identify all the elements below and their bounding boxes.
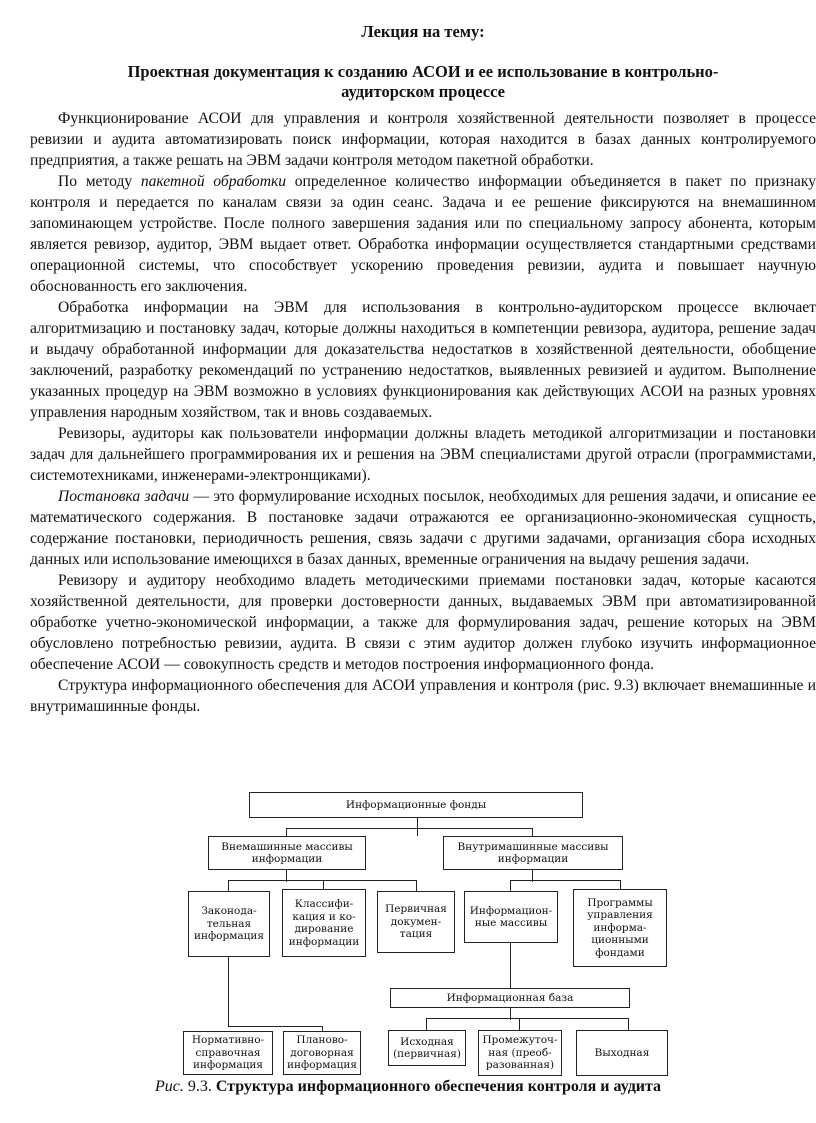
diagram-node-legislative: Законода-тельная информация (188, 891, 270, 957)
diagram-node-programs: Программы управления информа-ционными фондами (573, 889, 667, 967)
diagram-node-classification: Классифи-кация и ко-дирование информации (282, 889, 366, 957)
paragraph-2-start: По методу (58, 173, 141, 190)
document-body (30, 22, 816, 717)
lecture-title: Лекция на тему: (361, 22, 485, 41)
paragraph-5-rest: — это формулирование исходных посылок, необходимых для решения задачи, и описание ее математического содержания. В постановке задачи отражаются ее организационно-экономическая сущность, содержание постановки, периодичность решения, связь задачи с другими задачами, организация сбора исходных данных или использование имеющихся в базах данных, временные ограничения на выдачу решения задачи. (30, 488, 816, 568)
diagram-node-plan-contract: Планово-договорная информация (283, 1031, 361, 1075)
caption-prefix: Рис. (154, 1078, 184, 1095)
heading-line-2: аудиторском процессе (341, 82, 505, 101)
paragraph-2-rest: определенное количество информации объединяется в пакет по признаку контроля и передается по каналам связи за один сеанс. Задача и ее решение фиксируются на внемашинном запоминающем устройстве. После полного завершения задания или по специальному запросу абонента, которым является ревизор, аудитор, ЭВМ выдает ответ. Обработка информации осуществляется стандартными средствами операционной системы, что способствует ускорению проведения ревизии, аудита и повышает научную обоснованность его заключения. (30, 173, 816, 295)
diagram-node-normative: Нормативно-справочная информация (183, 1031, 273, 1075)
diagram-node-info-arrays: Информацион-ные массивы (464, 891, 558, 943)
paragraph-1: Функционирование АСОИ для управления и контроля хозяйственной деятельности позволяет в процессе ревизии и аудита автоматизировать поиск информации, которая находится в базах данных контролируемого предприятия, а также решать на ЭВМ задачи контроля методом пакетной обработки. (30, 110, 816, 169)
diagram-node-external-arrays: Внемашинные массивы информации (208, 836, 366, 870)
diagram-node-intermediate: Промежуточ-ная (преоб-разованная) (478, 1030, 562, 1076)
paragraph-4: Ревизоры, аудиторы как пользователи информации должны владеть методикой алгоритмизации и постановки задач для дальнейшего программирования их и решения на ЭВМ специалистами другой отрасли (программистами, системотехниками, инженерами-электронщиками). (30, 425, 816, 484)
diagram-node-info-base: Информационная база (390, 988, 630, 1008)
diagram-node-primary-docs: Первичная докумен-тация (377, 891, 455, 953)
caption-text: Структура информационного обеспечения контроля и аудита (215, 1078, 662, 1095)
term-task-statement: Постановка задачи (58, 488, 190, 505)
caption-number: 9.3. (183, 1078, 216, 1095)
paragraph-3: Обработка информации на ЭВМ для использования в контрольно-аудиторском процессе включает алгоритмизацию и постановку задач, которые должны находиться в компетенции ревизора, аудитора, решение задач и выдачу обработанной информации для доказательства недостатков в хозяйственной деятельности, обобщение заключений, разработку рекомендаций по устранению недостатков, выявленных ревизией и аудитом. Выполнение указанных процедур на ЭВМ возможно в условиях функционирования как действующих АСОИ на разных уровнях управления народным хозяйством, так и вновь создаваемых. (30, 299, 816, 421)
paragraph-2 (30, 171, 816, 297)
diagram-node-output: Выходная (576, 1030, 668, 1076)
paragraph-6: Ревизору и аудитору необходимо владеть методическими приемами постановки задач, которые касаются хозяйственной деятельности, для проверки достоверности данных, выдаваемых ЭВМ при автоматизированной обработке учетно-экономической информации, а также для формулирования задач, решение которых на ЭВМ обусловлено потребностью ревизии, аудита. В связи с этим аудитор должен глубоко изучить информационное обеспечение АСОИ — совокупность средств и методов построения информационного фонда. (30, 572, 816, 673)
heading-line-1: Проектная документация к созданию АСОИ и ее использование в контрольно- (127, 62, 719, 81)
figure-caption (0, 1078, 816, 1096)
diagram-node-source: Исходная (первичная) (388, 1030, 466, 1066)
diagram-node-info-funds: Информационные фонды (249, 792, 583, 818)
paragraph-5 (30, 486, 816, 570)
term-batch-processing: пакетной обработки (140, 173, 287, 190)
diagram-node-internal-arrays: Внутримашинные массивы информации (443, 836, 623, 870)
paragraph-7: Структура информационного обеспечения для АСОИ управления и контроля (рис. 9.3) включает внемашинные и внутримашинные фонды. (30, 677, 816, 715)
document-heading (30, 62, 816, 102)
